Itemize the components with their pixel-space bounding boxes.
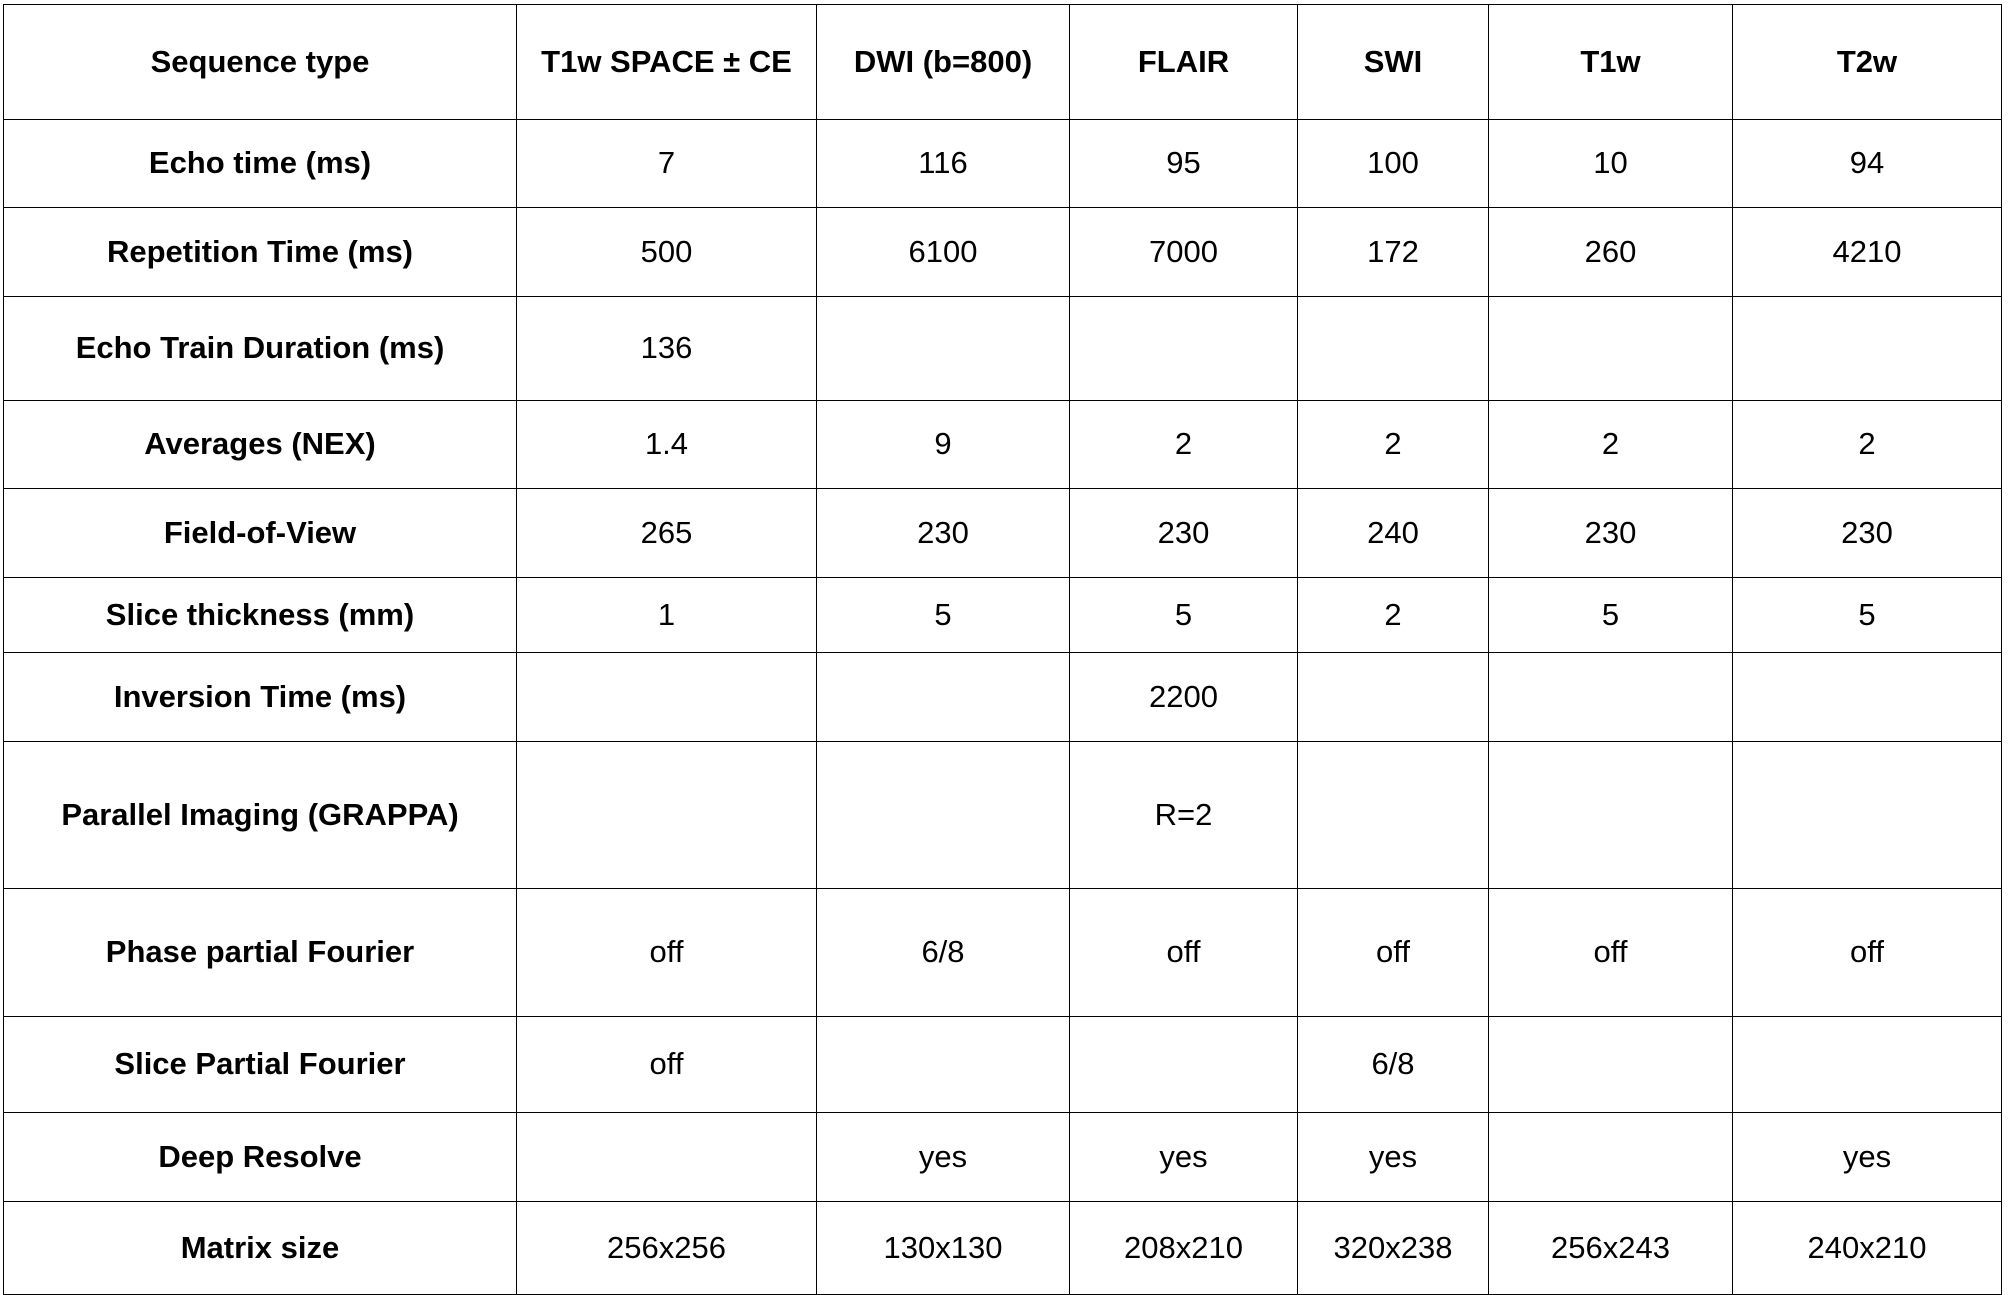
table-row (4, 578, 2002, 653)
table-cell: yes (1070, 1113, 1298, 1202)
column-header: T2w (1733, 5, 2002, 120)
table-cell: 230 (817, 489, 1070, 578)
table-cell: 94 (1733, 120, 2002, 208)
table-cell: 6/8 (817, 889, 1070, 1017)
table-cell: 240x210 (1733, 1202, 2002, 1295)
table-cell: 2 (1733, 401, 2002, 489)
table-cell (1298, 297, 1489, 401)
row-label: Slice thickness (mm) (4, 578, 517, 653)
table-cell (1489, 742, 1733, 889)
table-cell (1733, 653, 2002, 742)
table-cell: 7000 (1070, 208, 1298, 297)
table-cell: 256x243 (1489, 1202, 1733, 1295)
table-cell: 260 (1489, 208, 1733, 297)
table-cell: 2 (1070, 401, 1298, 489)
table-cell: 230 (1070, 489, 1298, 578)
table-cell: 2200 (1070, 653, 1298, 742)
table-cell (517, 1113, 817, 1202)
row-label: Deep Resolve (4, 1113, 517, 1202)
table-row (4, 742, 2002, 889)
table-cell: 6100 (817, 208, 1070, 297)
row-label: Matrix size (4, 1202, 517, 1295)
table-cell: 256x256 (517, 1202, 817, 1295)
row-label: Echo time (ms) (4, 120, 517, 208)
table-cell: 5 (1733, 578, 2002, 653)
table-cell: 6/8 (1298, 1017, 1489, 1113)
table-cell: 5 (817, 578, 1070, 653)
table-cell (1070, 297, 1298, 401)
table-cell (1070, 1017, 1298, 1113)
table-cell: 1.4 (517, 401, 817, 489)
table-cell: 95 (1070, 120, 1298, 208)
table-cell: yes (1733, 1113, 2002, 1202)
row-label: Slice Partial Fourier (4, 1017, 517, 1113)
table-cell: off (517, 1017, 817, 1113)
column-header: DWI (b=800) (817, 5, 1070, 120)
table-cell (1298, 653, 1489, 742)
table-row (4, 208, 2002, 297)
table-cell: 2 (1489, 401, 1733, 489)
table-cell: 240 (1298, 489, 1489, 578)
table-cell: 100 (1298, 120, 1489, 208)
row-label: Parallel Imaging (GRAPPA) (4, 742, 517, 889)
table-header-row (4, 5, 2002, 120)
table-cell: 230 (1733, 489, 2002, 578)
table-cell: 136 (517, 297, 817, 401)
table-cell: off (1733, 889, 2002, 1017)
table-cell: 208x210 (1070, 1202, 1298, 1295)
column-header: FLAIR (1070, 5, 1298, 120)
table-cell (1489, 1113, 1733, 1202)
table-cell: 4210 (1733, 208, 2002, 297)
column-header: SWI (1298, 5, 1489, 120)
table-row (4, 489, 2002, 578)
table-cell (1489, 297, 1733, 401)
table-cell: 7 (517, 120, 817, 208)
table-cell (817, 297, 1070, 401)
row-label: Inversion Time (ms) (4, 653, 517, 742)
table-cell: 116 (817, 120, 1070, 208)
sequence-parameters-table (3, 4, 2002, 1295)
table-cell: 9 (817, 401, 1070, 489)
row-label: Repetition Time (ms) (4, 208, 517, 297)
table-cell: R=2 (1070, 742, 1298, 889)
column-header: T1w SPACE ± CE (517, 5, 817, 120)
column-header: Sequence type (4, 5, 517, 120)
row-label: Echo Train Duration (ms) (4, 297, 517, 401)
table-row (4, 1202, 2002, 1295)
row-label: Field-of-View (4, 489, 517, 578)
table-cell: 5 (1070, 578, 1298, 653)
table-cell: off (1070, 889, 1298, 1017)
table-cell (517, 742, 817, 889)
column-header: T1w (1489, 5, 1733, 120)
table-cell: 10 (1489, 120, 1733, 208)
table-cell (817, 1017, 1070, 1113)
table-cell: off (1489, 889, 1733, 1017)
table-row (4, 120, 2002, 208)
table-cell (517, 653, 817, 742)
table-cell: 5 (1489, 578, 1733, 653)
table-cell: yes (1298, 1113, 1489, 1202)
table-cell: 320x238 (1298, 1202, 1489, 1295)
table-cell: 2 (1298, 401, 1489, 489)
table-row (4, 1017, 2002, 1113)
table-cell: off (1298, 889, 1489, 1017)
table-cell (1489, 1017, 1733, 1113)
table-cell: 265 (517, 489, 817, 578)
table-cell (817, 742, 1070, 889)
table-cell (1733, 1017, 2002, 1113)
table-cell (1733, 297, 2002, 401)
table-cell: yes (817, 1113, 1070, 1202)
table-row (4, 653, 2002, 742)
table-cell: 2 (1298, 578, 1489, 653)
table-row (4, 1113, 2002, 1202)
table-row (4, 401, 2002, 489)
row-label: Phase partial Fourier (4, 889, 517, 1017)
table-cell (1733, 742, 2002, 889)
table-cell: 230 (1489, 489, 1733, 578)
row-label: Averages (NEX) (4, 401, 517, 489)
table-cell: 500 (517, 208, 817, 297)
table-row (4, 297, 2002, 401)
table-cell (1489, 653, 1733, 742)
table-cell (1298, 742, 1489, 889)
table-cell: 1 (517, 578, 817, 653)
table-cell: 130x130 (817, 1202, 1070, 1295)
table-row (4, 889, 2002, 1017)
table-cell: off (517, 889, 817, 1017)
table-cell (817, 653, 1070, 742)
table-cell: 172 (1298, 208, 1489, 297)
